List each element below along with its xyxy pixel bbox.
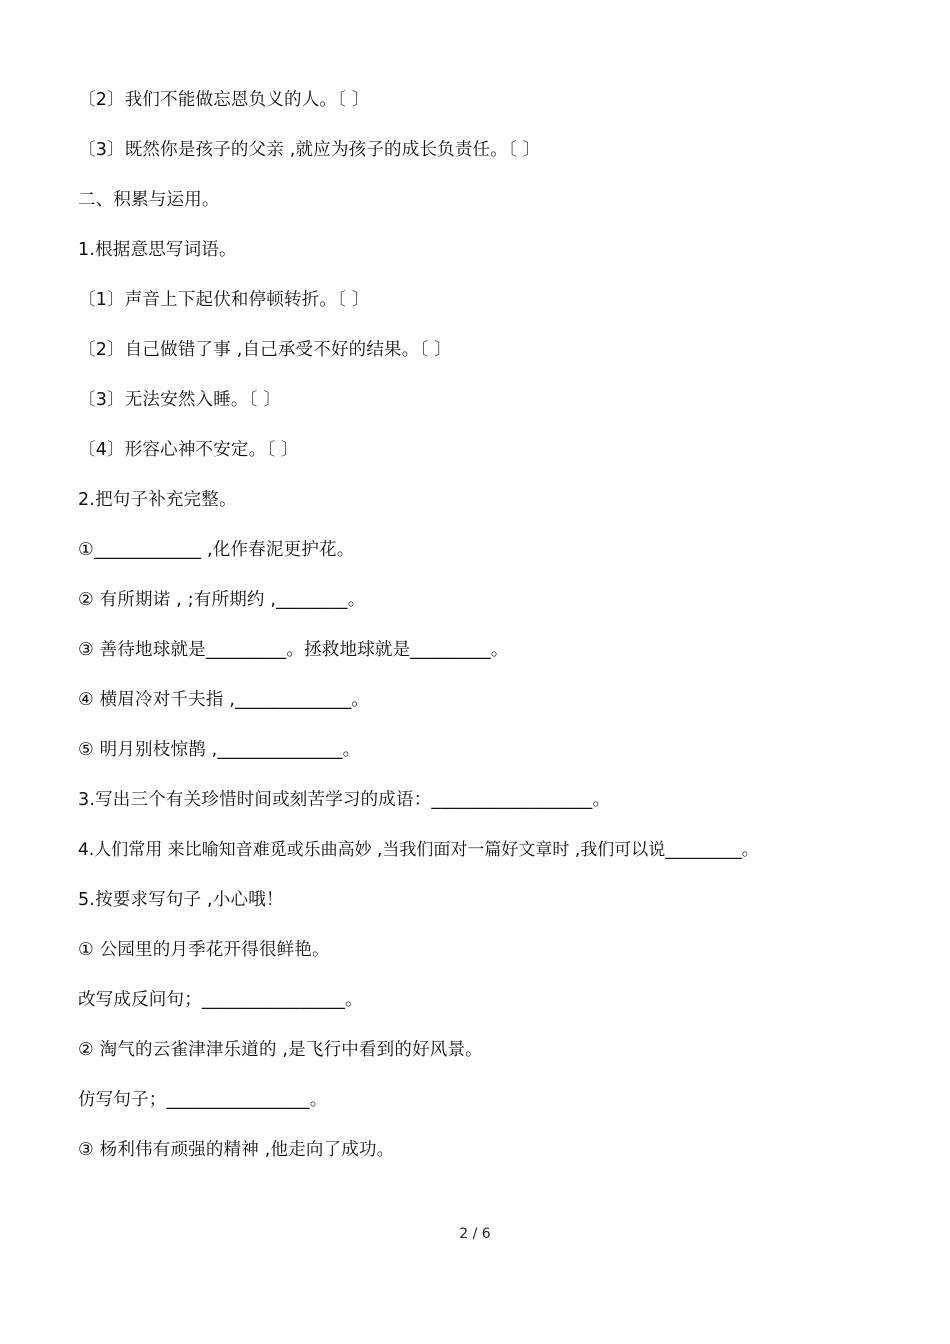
question-heading: 3.写出三个有关珍惜时间或刻苦学习的成语：__________________。 [78,790,611,810]
text-line: 〔1〕声音上下起伏和停顿转折。〔 〕 [78,290,370,310]
text-line: ② 淘气的云雀津津乐道的 ,是飞行中看到的好风景。 [78,1040,483,1060]
text-line: 〔2〕自己做错了事 ,自己承受不好的结果。〔 〕 [78,340,452,360]
text-line: 〔2〕我们不能做忘恩负义的人。〔 〕 [78,90,370,110]
text-line: ④ 横眉冷对千夫指 ,_____________。 [78,690,370,710]
question-heading: 2.把句子补充完整。 [78,490,237,510]
text-line: ③ 杨利伟有顽强的精神 ,他走向了成功。 [78,1140,395,1160]
text-line: 〔4〕形容心神不安定。〔 〕 [78,440,299,460]
question-heading: 4.人们常用 来比喻知音难觅或乐曲高妙 ,当我们面对一篇好文章时 ,我们可以说_________。 [78,840,759,860]
text-line: 改写成反问句；________________。 [78,990,363,1010]
text-line: 仿写句子；________________。 [78,1090,328,1110]
question-heading: 1.根据意思写词语。 [78,240,237,260]
text-line: ⑤ 明月别枝惊鹊 ,______________。 [78,740,361,760]
text-line: ② 有所期诺 , ;有所期约 ,________。 [78,590,366,610]
text-line: ①____________ ,化作春泥更护花。 [78,540,355,560]
page-number: 2 / 6 [459,1226,491,1242]
text-line: ③ 善待地球就是_________。拯救地球就是_________。 [78,640,509,660]
section-heading: 二、积累与运用。 [78,190,220,210]
text-line: 〔3〕无法安然入睡。〔 〕 [78,390,282,410]
question-heading: 5.按要求写句子 ,小心哦！ [78,890,284,910]
text-line: 〔3〕既然你是孩子的父亲 ,就应为孩子的成长负责任。〔 〕 [78,140,541,160]
text-line: ① 公园里的月季花开得很鲜艳。 [78,940,330,960]
